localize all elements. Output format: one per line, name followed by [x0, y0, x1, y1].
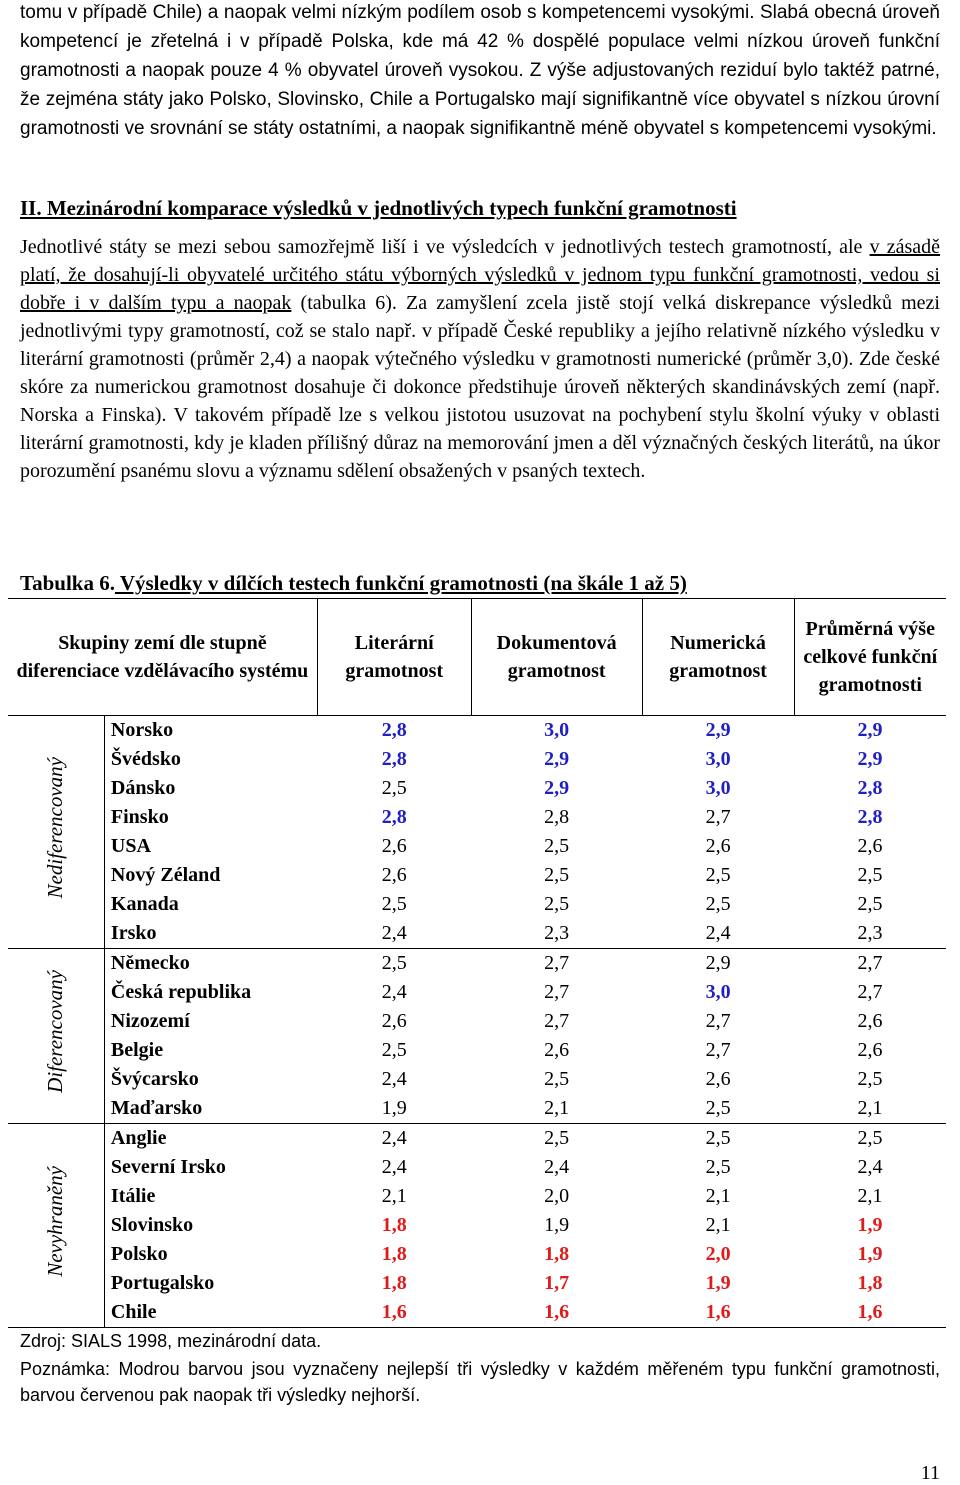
value-literary: 2,8 [381, 748, 407, 770]
value-overall: 2,8 [857, 806, 883, 828]
table-row [8, 832, 946, 861]
value-document: 2,6 [544, 1039, 570, 1061]
value-overall: 2,7 [857, 952, 883, 974]
results-table [8, 598, 946, 1328]
value-literary: 2,1 [381, 1185, 407, 1207]
value-numeric: 2,5 [705, 1127, 731, 1149]
value-overall: 2,6 [857, 1039, 883, 1061]
value-document: 1,7 [544, 1272, 570, 1294]
header-document: Dokumentová gramotnost [471, 599, 642, 716]
country-name: Německo [110, 952, 190, 974]
country-name: Finsko [110, 806, 169, 828]
value-overall: 2,1 [857, 1185, 883, 1207]
value-literary: 1,9 [317, 1094, 471, 1124]
country-name: Portugalsko [110, 1272, 215, 1294]
value-literary: 2,5 [381, 893, 407, 915]
main-paragraph-part2: (tabulka 6). Za zamyšlení zcela jistě stojí velká diskrepance výsledků mezi jednotlivými typy gramotností, což se stalo např. v případě České republiky a jejího relativně nízkého výsledku v literární gramotnosti (průměr 2,4) a naopak výtečného výsledku v gramotnosti numerické (průměr 3,0). Zde české skóre za numerickou gramotnost dosahuje či dokonce předstihuje úroveň některých skandinávských zemí (např. Norska a Finska). V takovém případě lze s velkou jistotou usuzovat na pochybení stylu školní výuky v oblasti literární gramotnosti, kdy je kladen přílišný důraz na memorování jmen a děl význačných českých literátů, na úkor porozumění psanému slovu a významu sdělení obsažených v psaných textech. [20, 292, 940, 482]
value-overall: 2,8 [857, 777, 883, 799]
value-overall: 2,5 [857, 893, 883, 915]
table-row [8, 949, 946, 979]
value-numeric: 2,5 [642, 1094, 794, 1124]
value-numeric: 2,5 [705, 1156, 731, 1178]
table-row [8, 1094, 946, 1124]
table-row [8, 716, 946, 746]
value-overall: 2,4 [857, 1156, 883, 1178]
group-label-cell [8, 949, 104, 1124]
table-row [8, 1182, 946, 1211]
country-name: Česká republika [110, 981, 252, 1003]
value-document: 2,5 [544, 864, 570, 886]
value-literary: 2,5 [381, 952, 407, 974]
value-numeric: 2,0 [705, 1243, 731, 1265]
value-literary: 2,6 [381, 835, 407, 857]
value-document: 2,5 [544, 893, 570, 915]
value-overall: 1,9 [857, 1243, 883, 1265]
value-numeric: 3,0 [705, 777, 731, 799]
value-literary: 2,4 [381, 1127, 407, 1149]
table-row [8, 774, 946, 803]
value-document: 1,9 [544, 1214, 570, 1236]
header-group: Skupiny zemí dle stupně diferenciace vzdělávacího systému [8, 599, 317, 716]
page-number: 11 [920, 1462, 940, 1484]
table-row [8, 861, 946, 890]
country-name: Slovinsko [110, 1214, 194, 1236]
value-numeric: 2,5 [705, 893, 731, 915]
value-document: 2,5 [544, 835, 570, 857]
value-overall: 2,1 [794, 1094, 946, 1124]
value-numeric: 2,1 [705, 1214, 731, 1236]
table-row [8, 1124, 946, 1154]
header-numeric: Numerická gramotnost [642, 599, 794, 716]
footnote: Poznámka: Modrou barvou jsou vyznačeny nejlepší tři výsledky v každém měřeném typu funkční gramotnosti, barvou červenou pak naopak tři výsledky nejhorší. [20, 1359, 940, 1405]
header-overall: Průměrná výše celkové funkční gramotnosti [794, 599, 946, 716]
value-document: 2,3 [471, 919, 642, 949]
country-name: Polsko [110, 1243, 168, 1265]
value-document: 2,7 [544, 1010, 570, 1032]
value-literary: 2,4 [381, 981, 407, 1003]
table-row [8, 919, 946, 949]
value-document: 2,8 [544, 806, 570, 828]
country-name: Itálie [110, 1185, 156, 1207]
value-overall: 2,5 [857, 864, 883, 886]
value-numeric: 2,7 [705, 1010, 731, 1032]
table-caption [20, 568, 940, 598]
value-literary: 2,8 [381, 806, 407, 828]
group-label: Nevyhraněný [43, 1165, 68, 1277]
table-row [8, 745, 946, 774]
intro-paragraph: tomu v případě Chile) a naopak velmi nízkým podílem osob s kompetencemi vysokými. Slabá obecná úroveň kompetencí je zřetelná i v případě Polska, kde má 42 % dospělé populace velmi nízkou úroveň funkční gramotnosti a naopak pouze 4 % obyvatel úroveň vysokou. Z výše adjustovaných reziduí bylo taktéž patrné, že zejména státy jako Polsko, Slovinsko, Chile a Portugalsko mají signifikantně více obyvatel s nízkou úrovní gramotnosti ve srovnání se státy ostatními, a naopak signifikantně méně obyvatel s kompetencemi vysokými. [20, 2, 940, 139]
country-name: Švýcarsko [110, 1068, 199, 1090]
value-literary: 2,5 [381, 777, 407, 799]
country-name: Norsko [110, 719, 174, 741]
table-body [8, 716, 946, 1328]
group-label-cell [8, 716, 104, 949]
value-literary: 1,6 [317, 1298, 471, 1328]
value-numeric: 2,7 [705, 806, 731, 828]
table-header-row [8, 599, 946, 716]
table-row [8, 1065, 946, 1094]
value-literary: 2,6 [381, 864, 407, 886]
country-name: Kanada [110, 893, 179, 915]
country-name: Dánsko [110, 777, 176, 799]
value-literary: 2,5 [381, 1039, 407, 1061]
value-numeric: 1,9 [705, 1272, 731, 1294]
value-numeric: 2,4 [642, 919, 794, 949]
value-overall: 1,6 [794, 1298, 946, 1328]
value-overall: 2,3 [794, 919, 946, 949]
value-overall: 1,8 [857, 1272, 883, 1294]
value-literary: 1,8 [381, 1243, 407, 1265]
value-overall: 2,6 [857, 835, 883, 857]
value-document: 1,6 [471, 1298, 642, 1328]
value-overall: 2,5 [857, 1127, 883, 1149]
value-literary: 2,4 [381, 1068, 407, 1090]
value-document: 2,7 [544, 981, 570, 1003]
main-paragraph [20, 233, 940, 485]
value-document: 1,8 [544, 1243, 570, 1265]
value-numeric: 2,7 [705, 1039, 731, 1061]
country-name: Nový Zéland [110, 864, 221, 886]
value-literary: 2,6 [381, 1010, 407, 1032]
value-document: 2,5 [544, 1127, 570, 1149]
country-name: Irsko [104, 919, 317, 949]
country-name: USA [110, 835, 151, 857]
value-document: 2,9 [544, 748, 570, 770]
country-name: Maďarsko [104, 1094, 317, 1124]
table-caption-text: Výsledky v dílčích testech funkční gramotnosti (na škále 1 až 5) [114, 571, 687, 595]
value-numeric: 2,6 [705, 835, 731, 857]
value-document: 3,0 [544, 719, 570, 741]
value-numeric: 3,0 [705, 981, 731, 1003]
value-literary: 2,4 [381, 1156, 407, 1178]
table-row [8, 1007, 946, 1036]
source-note: Zdroj: SIALS 1998, mezinárodní data. [20, 1331, 322, 1351]
value-numeric: 2,1 [705, 1185, 731, 1207]
table-row [8, 803, 946, 832]
value-numeric: 1,6 [642, 1298, 794, 1328]
table-row [8, 1211, 946, 1240]
value-numeric: 2,5 [705, 864, 731, 886]
main-paragraph-underlined: v zásadě platí, že dosahují-li obyvatelé určitého státu výborných výsledků v jednom typu funkční gramotnosti, vedou si dobře i v dalším typu a naopak [20, 236, 940, 314]
value-literary: 1,8 [381, 1214, 407, 1236]
value-overall: 2,7 [857, 981, 883, 1003]
table-row [8, 1298, 946, 1328]
country-name: Anglie [110, 1127, 167, 1149]
value-document: 2,9 [544, 777, 570, 799]
table-caption-label: Tabulka 6. [20, 571, 115, 595]
value-overall: 1,9 [857, 1214, 883, 1236]
header-literary: Literární gramotnost [317, 599, 471, 716]
value-overall: 2,9 [857, 748, 883, 770]
country-name: Nizozemí [110, 1010, 190, 1032]
value-numeric: 2,9 [705, 952, 731, 974]
value-overall: 2,5 [857, 1068, 883, 1090]
main-paragraph-part1: Jednotlivé státy se mezi sebou samozřejmě liší i ve výsledcích v jednotlivých testech gramotností, ale [20, 236, 870, 258]
country-name: Švédsko [110, 748, 181, 770]
value-literary: 2,8 [381, 719, 407, 741]
table-row [8, 1036, 946, 1065]
value-literary: 2,4 [317, 919, 471, 949]
value-literary: 1,8 [381, 1272, 407, 1294]
value-overall: 2,9 [857, 719, 883, 741]
country-name: Chile [104, 1298, 317, 1328]
value-document: 2,1 [471, 1094, 642, 1124]
country-name: Belgie [110, 1039, 164, 1061]
table-row [8, 1240, 946, 1269]
group-label-cell [8, 1124, 104, 1328]
value-overall: 2,6 [857, 1010, 883, 1032]
value-document: 2,0 [544, 1185, 570, 1207]
group-label: Diferencovaný [43, 970, 68, 1093]
value-numeric: 2,6 [705, 1068, 731, 1090]
table-row [8, 978, 946, 1007]
country-name: Severní Irsko [110, 1156, 226, 1178]
table-row [8, 890, 946, 919]
value-document: 2,5 [544, 1068, 570, 1090]
table-row [8, 1269, 946, 1298]
value-document: 2,7 [544, 952, 570, 974]
table-row [8, 1153, 946, 1182]
value-document: 2,4 [544, 1156, 570, 1178]
section-heading: II. Mezinárodní komparace výsledků v jednotlivých typech funkční gramotnosti [20, 196, 737, 220]
value-numeric: 3,0 [705, 748, 731, 770]
group-label: Nediferencovaný [43, 756, 68, 899]
value-numeric: 2,9 [705, 719, 731, 741]
